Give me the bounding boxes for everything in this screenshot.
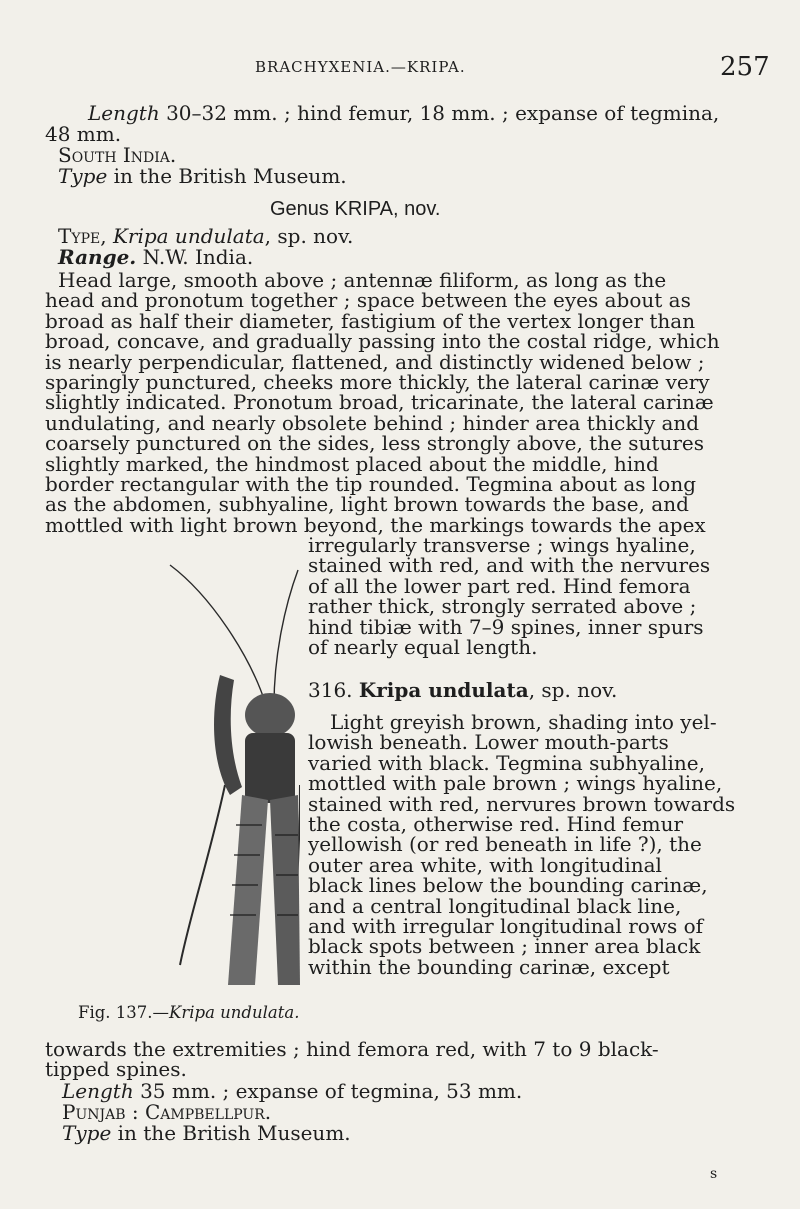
species-desc-line: lowish beneath. Lower mouth-parts — [308, 730, 669, 755]
genus-desc-line: rather thick, strongly serrated above ; — [308, 594, 697, 619]
species-desc-line: varied with black. Tegmina subhyaline, — [308, 750, 705, 775]
species-desc-line: Light greyish brown, shading into yel- — [330, 710, 717, 734]
genus-desc-line: as the abdomen, subhyaline, light brown towards the base, and — [45, 492, 689, 517]
genus-desc-line: of all the lower part red. Hind femora — [308, 573, 691, 598]
genus-desc-line: sparingly punctured, cheeks more thickly, the lateral carinæ very — [45, 370, 710, 394]
genus-desc-line: slightly marked, the hindmost placed about the middle, hind — [45, 451, 659, 476]
hind-femur-icon — [214, 675, 242, 795]
genus-desc-line: mottled with light brown beyond, the markings towards the apex — [45, 512, 706, 537]
running-header — [0, 52, 800, 82]
prev-locality: South India. — [58, 143, 177, 167]
genus-desc-line: broad as half their diameter, fastigium of the vertex longer than — [45, 308, 696, 333]
signature-mark: s — [710, 1166, 718, 1182]
genus-desc-line: undulating, and nearly obsolete behind ; hinder area thickly and — [45, 410, 700, 435]
genus-desc-line: slightly indicated. Pronotum broad, tricarinate, the lateral carinæ — [45, 390, 714, 415]
prev-length-label: Length — [88, 101, 160, 125]
genus-type-line — [58, 226, 353, 247]
species-length-text: 35 mm. ; expanse of tegmina, 53 mm. — [133, 1079, 523, 1103]
species-desc-line: outer area white, with longitudinal — [308, 852, 662, 877]
figure-caption — [78, 1003, 299, 1022]
genus-type-suffix: , sp. nov. — [264, 224, 354, 248]
species-type-line — [62, 1123, 351, 1144]
species-length-line — [62, 1081, 522, 1102]
species-name: Kripa undulata — [358, 678, 529, 702]
species-number: 316. — [308, 678, 353, 702]
genus-desc-line: Head large, smooth above ; antennæ filiform, as long as the — [58, 268, 667, 292]
genus-desc-line: hind tibiæ with 7–9 spines, inner spurs — [308, 614, 704, 639]
antenna-right-icon — [274, 570, 298, 705]
genus-type-label: Type, — [58, 224, 107, 248]
page-number: 257 — [720, 52, 770, 82]
prev-length-text: 30–32 mm. ; hind femur, 18 mm. ; expanse of tegmina, — [159, 101, 720, 125]
genus-desc-line: head and pronotum together ; space between the eyes about as — [45, 288, 691, 313]
figure-caption-prefix: Fig. 137.— — [78, 1003, 170, 1022]
species-desc-line: and a central longitudinal black line, — [308, 893, 682, 918]
species-desc-line: black lines below the bounding carinæ, — [308, 873, 708, 898]
species-locality: Punjab : Campbellpur. — [62, 1100, 272, 1124]
prev-length-line — [88, 103, 719, 124]
species-desc-line: within the bounding carinæ, except — [308, 954, 670, 979]
prev-length-cont: 48 mm. — [45, 122, 122, 146]
genus-desc-line: irregularly transverse ; wings hyaline, — [308, 533, 696, 557]
pronotum-icon — [245, 733, 295, 803]
species-desc-line: mottled with pale brown ; wings hyaline, — [308, 771, 723, 796]
species-desc-line: tipped spines. — [45, 1057, 187, 1082]
genus-range-value: N.W. India. — [136, 245, 254, 269]
genus-heading: Genus KRIPA, nov. — [270, 198, 441, 220]
genus-desc-line: border rectangular with the tip rounded. Tegmina about as long — [45, 472, 696, 496]
genus-desc-line: coarsely punctured on the sides, less strongly above, the sutures — [45, 431, 704, 456]
genus-desc-line: of nearly equal length. — [308, 635, 538, 659]
genus-type-species: Kripa undulata — [112, 224, 265, 248]
species-heading — [308, 680, 617, 701]
species-type-label: Type — [62, 1121, 112, 1145]
genus-desc-line: is nearly perpendicular, flattened, and distinctly widened below ; — [45, 349, 705, 374]
figure-caption-species: Kripa undulata. — [169, 1003, 300, 1022]
species-desc-line: black spots between ; inner area black — [308, 934, 701, 959]
species-length-label: Length — [62, 1079, 134, 1103]
species-desc-line: and with irregular longitudinal rows of — [308, 914, 704, 938]
genus-range-line — [58, 247, 253, 268]
tegmen-icon — [228, 795, 268, 985]
species-desc-line: towards the extremities ; hind femora red, with 7 to 9 black- — [45, 1037, 659, 1061]
species-suffix: , sp. nov. — [528, 678, 618, 702]
running-title: BRACHYXENIA.—KRIPA. — [255, 58, 466, 76]
species-type-text: in the British Museum. — [111, 1121, 351, 1145]
genus-desc-line: stained with red, and with the nervures — [308, 553, 711, 578]
species-desc-line: yellowish (or red beneath in life ?), the — [308, 832, 702, 857]
grasshopper-figure — [150, 555, 300, 985]
prev-type-line — [58, 166, 347, 187]
prev-type-label: Type — [58, 164, 108, 188]
species-desc-line: stained with red, nervures brown towards — [308, 791, 736, 816]
prev-type-text: in the British Museum. — [107, 164, 347, 188]
genus-desc-line: broad, concave, and gradually passing into the costal ridge, which — [45, 329, 720, 354]
genus-range-label: Range. — [58, 245, 137, 269]
species-desc-line: the costa, otherwise red. Hind femur — [308, 812, 684, 836]
head-icon — [245, 693, 295, 737]
